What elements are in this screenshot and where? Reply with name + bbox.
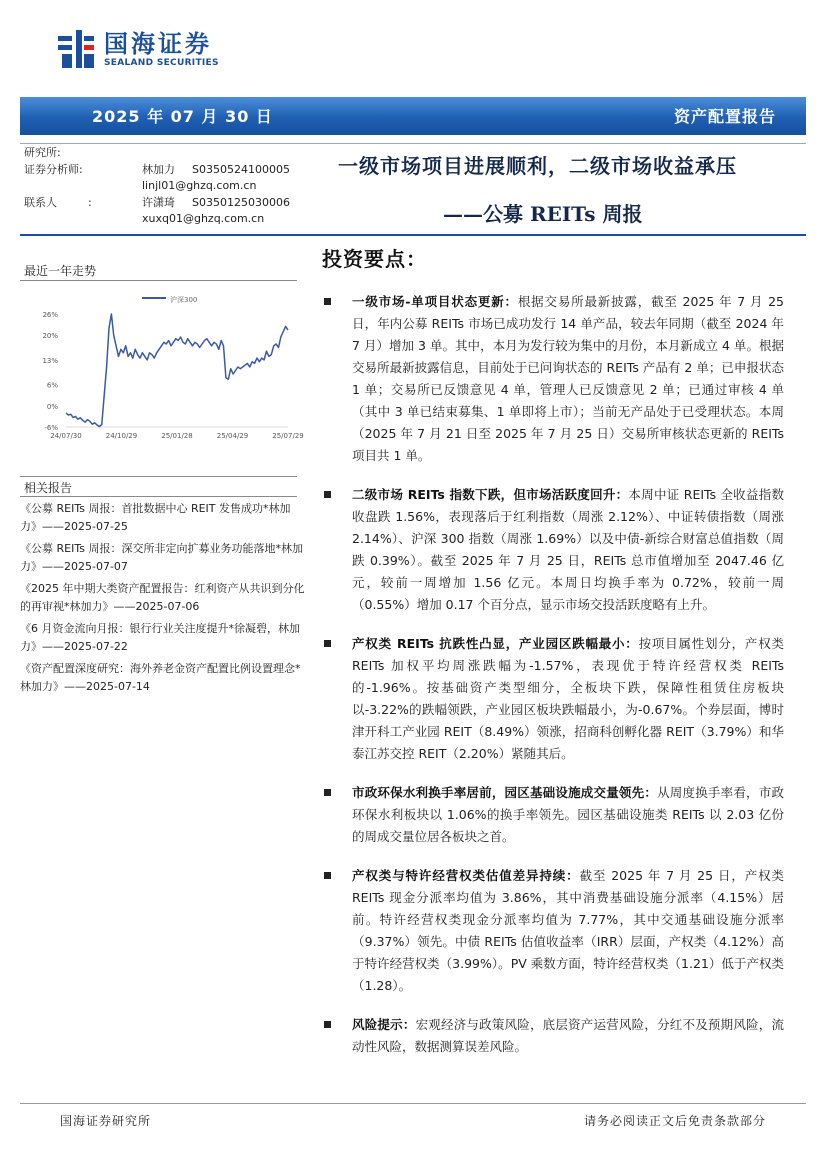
y-axis [42,311,58,432]
key-point-head: 二级市场 REITs 指数下跌，但市场活跃度回升： [352,487,629,502]
chart-title: 最近一年走势 [24,264,97,278]
related-divider [20,496,297,497]
contact-name: 许潇琦 [142,196,175,209]
bullet-icon [324,789,331,796]
title-divider [20,234,806,236]
key-point [322,782,784,848]
analyst-email[interactable]: linjl01@ghzq.com.cn [142,179,257,192]
y-tick-label: 26% [42,311,58,319]
x-tick-label: 25/07/29 [272,432,304,440]
y-tick-label: 0% [46,402,58,411]
y-tick-label: 13% [42,356,58,365]
bullet-icon [324,872,331,879]
x-tick-label: 24/07/30 [50,432,82,440]
report-date: 2025 年 07 月 30 日 [92,107,273,126]
series-line-hs300 [66,314,288,427]
x-axis [50,432,303,440]
footer-divider [20,1103,806,1104]
legend-label: 沪深300 [170,296,198,304]
bullet-icon [324,640,331,647]
related-item[interactable]: 《2025 年中期大类资产配置报告：红利资产从共识到分化的再审视*林加力》——2025-07-06 [20,582,305,613]
x-tick-label: 24/10/29 [105,432,138,440]
footer-disclaimer: 请务必阅读正文后免责条款部分 [583,1114,766,1128]
footer-institute: 国海证券研究所 [60,1114,152,1128]
key-point-body: 按项目属性划分，产权类 REITs 加权平均周涨跌幅为-1.57%，表现优于特许经营权类 REITs 的-1.96%。按基础资产类型细分，全板块下跌，保障性租赁住房板块以-3.22%的跌幅领跌，产业园区板块跌幅最小，为-0.67%。个券层面，博时津开科工产业园 REIT（8.49%）领涨，招商科创孵化器 REIT（3.79%）和华泰江苏交控 REIT（2.20%）紧随其后。 [352,636,784,761]
key-point-head: 市政环保水利换手率居前，园区基础设施成交量领先： [352,785,658,800]
bullet-icon [324,491,331,498]
key-point-body: 根据交易所最新披露，截至 2025 年 7 月 25 日，年内公募 REITs 市场已成功发行 14 单产品，较去年同期（截至 2024 年 7 月）增加 3 单。其中，本月为发行较为集中的月份，本月新成立 4 单。根据交易所最新披露信息，目前处于已问询状态的 REITs 产品有 2 单；已申报状态 1 单；交易所已反馈意见 4 单，管理人已反馈意见 2 单；已通过审核 4 单（其中 3 单已结束募集、1 单即将上市）；当前无产品处于已受理状态。本周（2025 年 7 月 21 日至 2025 年 7 月 25 日）交易所审核状态更新的 REITs 项目共 1 单。 [352,294,784,463]
related-item[interactable]: 《公募 REITs 周报：首批数据中心 REIT 发售成功*林加力》——2025-07-25 [20,502,291,533]
brand-name-en: SEALAND SECURITIES [104,58,219,68]
analyst-cert: S0350524100005 [192,163,290,176]
key-points-list [322,291,784,1058]
contact-email[interactable]: xuxq01@ghzq.com.cn [142,212,265,225]
y-tick-label: 20% [42,332,58,341]
analyst-name: 林加力 [142,163,175,176]
chart-bottom-divider [20,476,297,477]
bullet-icon [324,298,331,305]
key-point-head: 产权类与特许经营权类估值差异持续： [352,868,580,883]
trend-chart [20,284,305,444]
report-subtitle: ——公募 REITs 周报 [443,202,643,226]
related-item[interactable]: 《资产配置深度研究：海外养老金资产配置比例设置理念*林加力》——2025-07-14 [20,662,301,693]
contact-colon: : [88,196,92,209]
related-item[interactable]: 《公募 REITs 周报：深交所非定向扩募业务功能落地*林加力》——2025-07-07 [20,542,303,573]
institute-label: 研究所: [24,146,61,159]
report-title: 一级市场项目进展顺利，二级市场收益承压 [338,154,737,178]
key-point-head: 风险提示： [352,1017,416,1032]
y-tick-label: -6% [44,424,58,432]
sealand-logo-icon [58,30,94,70]
chart-legend [142,295,197,304]
related-item[interactable]: 《6 月资金流向月报：银行行业关注度提升*徐凝碧，林加力》——2025-07-22 [20,622,300,653]
analyst-label: 证券分析师: [24,163,83,176]
key-point [322,865,784,997]
key-points-title: 投资要点： [322,247,427,271]
key-point [322,633,784,765]
related-list [20,500,305,700]
x-tick-label: 25/04/29 [216,432,249,440]
bullet-icon [324,1021,331,1028]
y-tick-label: 6% [46,381,58,390]
key-point [322,291,784,467]
key-point-body: 从周度换手率看，市政环保水利板块以 1.06%的换手率领先。园区基础设施类 REITs 以 2.03 亿份的周成交量位居各板块之首。 [352,785,784,844]
key-point-body: 截至 2025 年 7 月 25 日，产权类 REITs 现金分派率均值为 3.86%，其中消费基础设施分派率（4.15%）居前。特许经营权类现金分派率均值为 7.77%，其中交通基础设施分派率（9.37%）领先。中债 REITs 估值收益率（IRR）层面，产权类（4.12%）高于特许经营权类（3.99%）。PV 乘数方面，特许经营权类（1.21）低于产权类（1.28）。 [352,868,784,993]
report-type: 资产配置报告 [673,107,776,126]
related-title: 相关报告 [24,481,73,495]
key-point [322,1014,784,1058]
divider [20,143,806,144]
key-point-head: 产权类 REITs 抗跌性凸显，产业园区跌幅最小： [352,636,639,651]
contact-cert: S0350125030006 [192,196,290,209]
x-tick-label: 25/01/28 [161,432,193,440]
key-point-head: 一级市场-单项目状态更新： [352,294,518,309]
key-point-body: 本周中证 REITs 全收益指数收盘跌 1.56%，表现落后于红利指数（周涨 2.12%）、中证转债指数（周涨 2.14%）、沪深 300 指数（周涨 1.69%）以及中债-新综合财富总值指数（周跌 0.39%）。截至 2025 年 7 月 25 日，REITs 总市值增加至 2047.46 亿元，较前一周增加 1.56 亿元。本周日均换手率为 0.72%，较前一周（0.55%）增加 0.17 个百分点，显示市场交投活跃度略有上升。 [352,487,785,612]
key-point-body: 宏观经济与政策风险，底层资产运营风险，分红不及预期风险，流动性风险，数据测算误差风险。 [352,1017,784,1054]
chart-divider [20,280,297,281]
contact-label: 联系人 [24,196,57,209]
key-point [322,484,784,616]
brand-name-cn: 国海证券 [104,30,212,58]
